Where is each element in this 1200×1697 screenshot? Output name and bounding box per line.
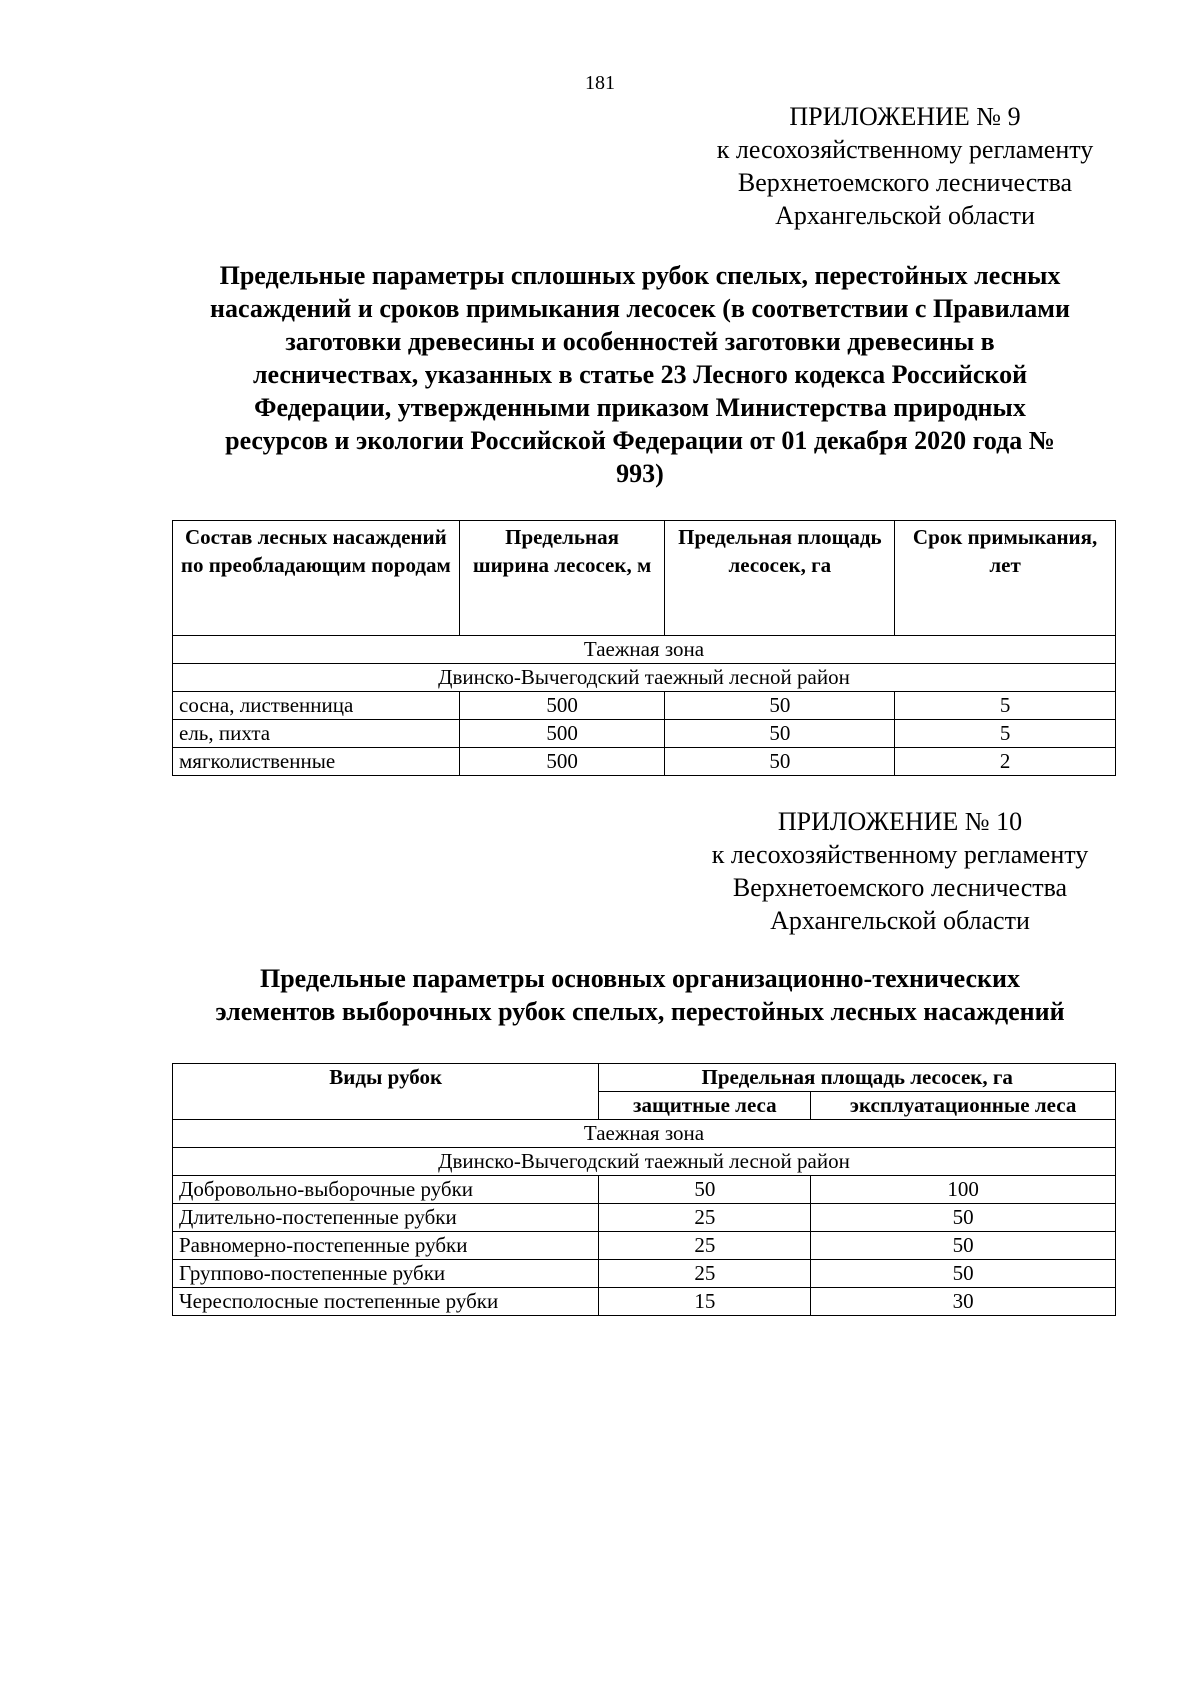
cell-protective: 15 (599, 1288, 811, 1316)
appendix-10-title (160, 962, 1120, 1028)
title-9-line: лесничествах, указанных в статье 23 Лесного кодекса Российской (252, 360, 1028, 389)
cell-term: 5 (895, 720, 1116, 748)
cell-term: 5 (895, 692, 1116, 720)
header-composition: Состав лесных насаждений по преобладающим породам (173, 521, 460, 636)
cell-term: 2 (895, 748, 1116, 776)
header-cut-types: Виды рубок (173, 1064, 599, 1120)
appendix-10-line-1: к лесохозяйственному регламенту (711, 840, 1089, 869)
cell-width: 500 (459, 748, 665, 776)
cell-species: ель, пихта (173, 720, 460, 748)
region-row: Двинско-Вычегодский таежный лесной район (173, 1148, 1116, 1176)
header-width: Предельная ширина лесосек, м (459, 521, 665, 636)
cell-cut-type: Длительно-постепенные рубки (173, 1204, 599, 1232)
title-10-line: Предельные параметры основных организационно-технических (260, 964, 1020, 993)
cell-area: 50 (665, 720, 895, 748)
cell-protective: 25 (599, 1260, 811, 1288)
cell-exploitation: 50 (811, 1260, 1116, 1288)
title-9-line: ресурсов и экологии Российской Федерации от 01 декабря 2020 года № (225, 426, 1055, 455)
cell-protective: 25 (599, 1204, 811, 1232)
table-row (173, 1204, 1116, 1232)
title-9-line: насаждений и сроков примыкания лесосек (в соответствии с Правилами (210, 294, 1070, 323)
title-9-line: Предельные параметры сплошных рубок спелых, перестойных лесных (219, 261, 1061, 290)
appendix-10-header (640, 805, 1160, 937)
appendix-10-line-2: Верхнетоемского лесничества (732, 873, 1068, 902)
cell-species: сосна, лиственница (173, 692, 460, 720)
title-10-line: элементов выборочных рубок спелых, перестойных лесных насаждений (215, 997, 1065, 1026)
appendix-10-heading: ПРИЛОЖЕНИЕ № 10 (777, 807, 1023, 836)
title-9-line: заготовки древесины и особенностей заготовки древесины в (285, 327, 995, 356)
appendix-9-line-3: Архангельской области (775, 201, 1035, 230)
cell-exploitation: 100 (811, 1176, 1116, 1204)
table-row (173, 748, 1116, 776)
appendix-9-heading: ПРИЛОЖЕНИЕ № 9 (789, 102, 1021, 131)
cell-cut-type: Группово-постепенные рубки (173, 1260, 599, 1288)
table-header-row (173, 521, 1116, 636)
page-number: 181 (585, 72, 615, 94)
appendix-9-header (640, 100, 1170, 232)
cell-protective: 50 (599, 1176, 811, 1204)
table-row (173, 692, 1116, 720)
table-row (173, 720, 1116, 748)
cell-cut-type: Чересполосные постепенные рубки (173, 1288, 599, 1316)
title-9-line: Федерации, утвержденными приказом Министерства природных (254, 393, 1026, 422)
cell-exploitation: 50 (811, 1204, 1116, 1232)
cell-protective: 25 (599, 1232, 811, 1260)
appendix-10-line-3: Архангельской области (770, 906, 1030, 935)
selective-cut-parameters-table (172, 1063, 1116, 1316)
cell-exploitation: 50 (811, 1232, 1116, 1260)
appendix-9-title (160, 259, 1120, 490)
header-exploitation-forests: эксплуатационные леса (811, 1092, 1116, 1120)
appendix-9-line-1: к лесохозяйственному регламенту (716, 135, 1094, 164)
cell-width: 500 (459, 692, 665, 720)
header-protective-forests: защитные леса (599, 1092, 811, 1120)
appendix-9-line-2: Верхнетоемского лесничества (737, 168, 1073, 197)
zone-row: Таежная зона (173, 1120, 1116, 1148)
title-9-line: 993) (616, 459, 664, 488)
table-row (173, 1176, 1116, 1204)
cell-area: 50 (665, 748, 895, 776)
cell-species: мягколиственные (173, 748, 460, 776)
cell-width: 500 (459, 720, 665, 748)
header-max-area: Предельная площадь лесосек, га (599, 1064, 1116, 1092)
header-area: Предельная площадь лесосек, га (665, 521, 895, 636)
zone-row: Таежная зона (173, 636, 1116, 664)
clear-cut-parameters-table (172, 520, 1116, 776)
cell-cut-type: Добровольно-выборочные рубки (173, 1176, 599, 1204)
cell-area: 50 (665, 692, 895, 720)
table-row (173, 1260, 1116, 1288)
table-row (173, 1232, 1116, 1260)
region-row: Двинско-Вычегодский таежный лесной район (173, 664, 1116, 692)
header-adjacency-term: Срок примыкания, лет (895, 521, 1116, 636)
cell-cut-type: Равномерно-постепенные рубки (173, 1232, 599, 1260)
table-row (173, 1288, 1116, 1316)
cell-exploitation: 30 (811, 1288, 1116, 1316)
table-header-row (173, 1064, 1116, 1092)
